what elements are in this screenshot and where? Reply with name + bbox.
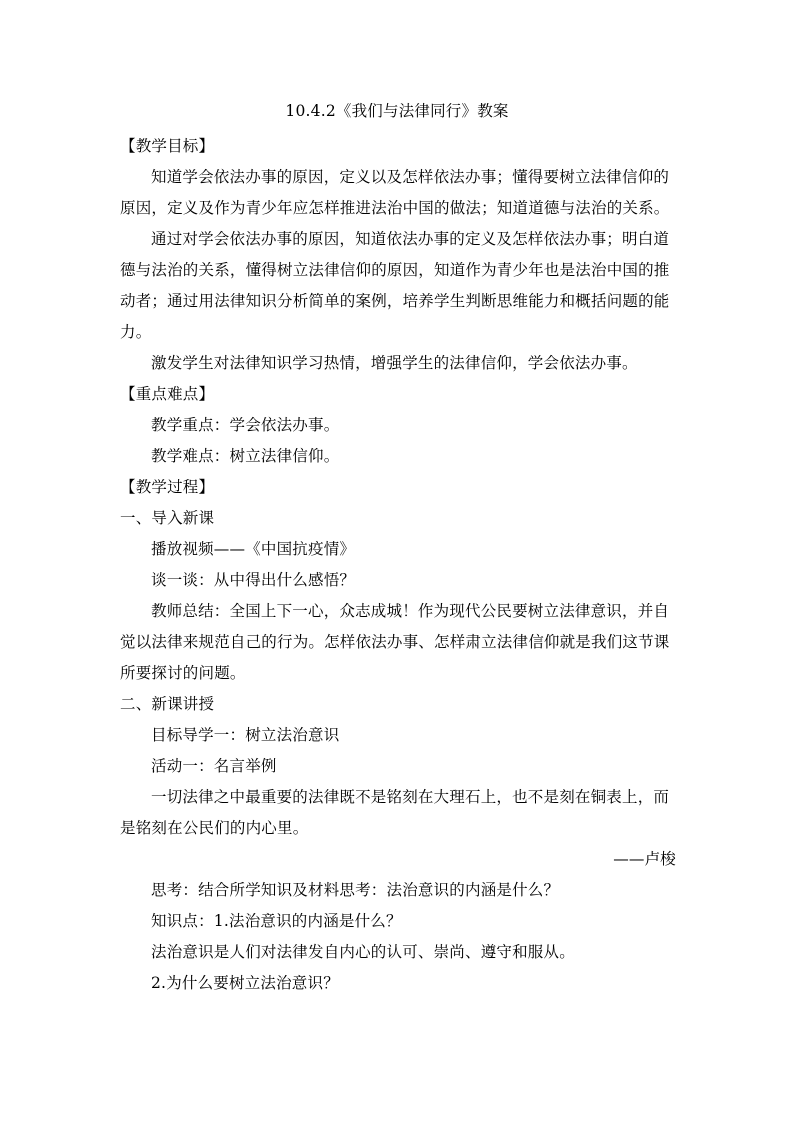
difficult-point: 教学难点：树立法律信仰。 — [151, 447, 340, 465]
goal-one-line: 目标导学一：树立法治意识 — [151, 726, 340, 744]
document-title: 10.4.2《我们与法律同行》教案 — [285, 102, 509, 120]
key-point: 教学重点：学会依法办事。 — [151, 416, 340, 434]
knowledge-point-one-answer: 法治意识是人们对法律发自内心的认可、崇尚、遵守和服从。 — [151, 943, 575, 961]
objectives-paragraph-line: 德与法治的关系，懂得树立法律信仰的原因，知道作为青少年也是法治中国的推 — [120, 261, 670, 279]
knowledge-point-one: 知识点：1.法治意识的内涵是什么？ — [151, 912, 402, 930]
activity-one-line: 活动一：名言举例 — [151, 757, 277, 775]
think-question: 思考：结合所学知识及材料思考：法治意识的内涵是什么？ — [151, 881, 560, 899]
quote-author: ——卢梭 — [613, 850, 676, 868]
summary-line: 觉以法律来规范自己的行为。怎样依法办事、怎样肃立法律信仰就是我们这节课 — [120, 633, 670, 651]
discussion-line: 谈一谈：从中得出什么感悟？ — [151, 571, 356, 589]
key-points-heading: 【重点难点】 — [120, 385, 215, 403]
objectives-paragraph-line: 力。 — [120, 323, 152, 341]
objectives-paragraph-line: 原因，定义及作为青少年应怎样推进法治中国的做法；知道道德与法治的关系。 — [120, 199, 670, 217]
part-one-heading: 一、导入新课 — [120, 509, 215, 527]
knowledge-point-two: 2.为什么要树立法治意识？ — [151, 974, 339, 992]
part-two-heading: 二、新课讲授 — [120, 695, 215, 713]
quote-line: 一切法律之中最重要的法律既不是铭刻在大理石上，也不是刻在铜表上，而 — [151, 788, 670, 806]
summary-line: 所要探讨的问题。 — [120, 664, 246, 682]
process-heading: 【教学过程】 — [120, 478, 215, 496]
objectives-heading: 【教学目标】 — [120, 137, 215, 155]
objectives-paragraph-line: 知道学会依法办事的原因，定义以及怎样依法办事；懂得要树立法律信仰的 — [151, 168, 670, 186]
objectives-paragraph-line: 动者；通过用法律知识分析简单的案例，培养学生判断思维能力和概括问题的能 — [120, 292, 670, 310]
objectives-paragraph-line: 激发学生对法律知识学习热情，增强学生的法律信仰，学会依法办事。 — [151, 354, 638, 372]
objectives-paragraph-line: 通过对学会依法办事的原因，知道依法办事的定义及怎样依法办事；明白道 — [151, 230, 670, 248]
quote-line: 是铭刻在公民们的内心里。 — [120, 819, 309, 837]
summary-line: 教师总结：全国上下一心，众志成城！作为现代公民要树立法律意识，并自 — [151, 602, 670, 620]
video-line: 播放视频——《中国抗疫情》 — [151, 540, 356, 558]
